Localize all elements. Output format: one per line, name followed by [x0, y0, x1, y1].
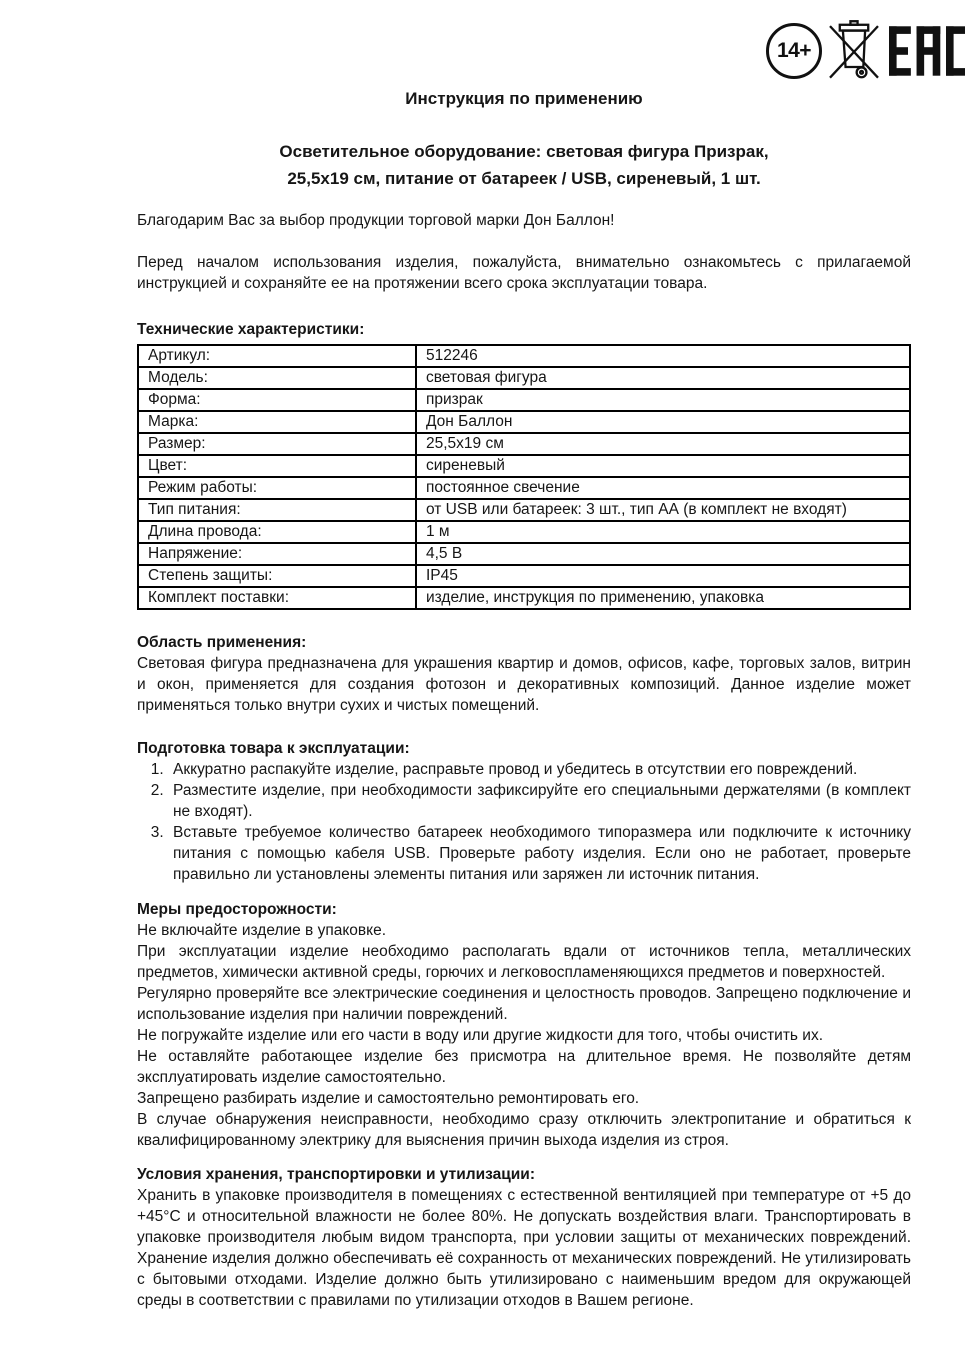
table-row: [138, 565, 910, 587]
product-subtitle-line1: Осветительное оборудование: световая фигура Призрак,: [279, 142, 769, 161]
document-content: [137, 0, 911, 1311]
storage-text: Хранить в упаковке производителя в помещениях с естественной вентиляцией при температуре от +5 до +45°С и относительной влажности не более 80%. Не допускать воздействия влаги. Транспортировать в упаковке производителя любым видом транспорта, при условии защиты от механических повреждений. Хранение изделия должно обеспечивать её сохранность от механических повреждений. Не утилизировать с бытовыми отходами. Изделие должно быть утилизировано с наименьшим вредом для окружающей среды в соответствии с правилами по утилизации отходов в Вашем регионе.: [137, 1187, 911, 1309]
precaution-paragraph: При эксплуатации изделие необходимо располагать вдали от источников тепла, металлических предметов, химически активной среды, горючих и легковоспламеняющихся предметов и поверхностей.: [137, 943, 911, 981]
application-text: Световая фигура предназначена для украшения квартир и домов, офисов, кафе, торговых залов, витрин и окон, применяется для создания фотозон и декоративных композиций. Данное изделие может применяться только внутри сухих и чистых помещений.: [137, 655, 911, 714]
product-subtitle-line2: 25,5х19 см, питание от батареек / USB, сиреневый, 1 шт.: [287, 169, 761, 188]
specs-heading: Технические характеристики:: [137, 321, 365, 338]
spec-label: Марка:: [138, 411, 416, 433]
list-item: 2. Разместите изделие, при необходимости зафиксируйте его специальными держателями (в комплект не входят).: [168, 780, 911, 822]
spec-value: 1 м: [416, 521, 910, 543]
table-row: [138, 543, 910, 565]
spec-value: 4,5 В: [416, 543, 910, 565]
table-row: [138, 587, 910, 609]
spec-label: Модель:: [138, 367, 416, 389]
spec-label: Напряжение:: [138, 543, 416, 565]
spec-value: световая фигура: [416, 367, 910, 389]
thanks-paragraph: Благодарим Вас за выбор продукции торговой марки Дон Баллон!: [137, 212, 615, 229]
table-row: [138, 411, 910, 433]
preparation-list: [137, 759, 911, 885]
specs-table: [137, 344, 911, 610]
table-row: [138, 389, 910, 411]
spec-value: изделие, инструкция по применению, упаковка: [416, 587, 910, 609]
spec-value: постоянное свечение: [416, 477, 910, 499]
list-item: 1. Аккуратно распакуйте изделие, расправьте провод и убедитесь в отсутствии его повреждений.: [168, 759, 911, 780]
spec-label: Степень защиты:: [138, 565, 416, 587]
application-heading: Область применения:: [137, 634, 307, 651]
list-item: 3. Вставьте требуемое количество батареек необходимого типоразмера или подключите к источнику питания с помощью кабеля USB. Проверьте работу изделия. Если оно не работает, проверьте правильно ли установлены элементы питания или заряжен ли источник питания.: [168, 822, 911, 885]
precaution-paragraph: В случае обнаружения неисправности, необходимо сразу отключить электропитание и обратиться к квалифицированному электрику для выяснения причин выхода изделия из строя.: [137, 1111, 911, 1149]
precaution-paragraph: Не включайте изделие в упаковке.: [137, 922, 387, 939]
table-row: [138, 477, 910, 499]
spec-label: Длина провода:: [138, 521, 416, 543]
spec-label: Размер:: [138, 433, 416, 455]
spec-label: Артикул:: [138, 345, 416, 367]
spec-value: 25,5х19 см: [416, 433, 910, 455]
table-row: [138, 455, 910, 477]
precaution-paragraph: Регулярно проверяйте все электрические соединения и целостность проводов. Запрещено подключение и использование изделия при наличии повреждений.: [137, 985, 911, 1023]
spec-label: Режим работы:: [138, 477, 416, 499]
spec-label: Цвет:: [138, 455, 416, 477]
storage-heading: Условия хранения, транспортировки и утилизации:: [137, 1166, 535, 1183]
spec-label: Форма:: [138, 389, 416, 411]
spec-label: Тип питания:: [138, 499, 416, 521]
table-row: [138, 521, 910, 543]
precaution-paragraph: Запрещено разбирать изделие и самостоятельно ремонтировать его.: [137, 1090, 640, 1107]
page-title: Инструкция по применению: [405, 89, 643, 108]
age-14-plus-label: 14+: [776, 39, 812, 62]
precautions-section: [137, 920, 911, 1151]
spec-value: призрак: [416, 389, 910, 411]
spec-value: сиреневый: [416, 455, 910, 477]
table-row: [138, 345, 910, 367]
table-row: [138, 433, 910, 455]
notice-paragraph: Перед началом использования изделия, пожалуйста, внимательно ознакомьтесь с прилагаемой инструкцией и сохраняйте ее на протяжении всего срока эксплуатации товара.: [137, 254, 911, 292]
precaution-paragraph: Не оставляйте работающее изделие без присмотра на длительное время. Не позволяйте детям эксплуатировать изделие самостоятельно.: [137, 1048, 911, 1086]
spec-value: Дон Баллон: [416, 411, 910, 433]
spec-value: от USB или батареек: 3 шт., тип АА (в комплект не входят): [416, 499, 910, 521]
spec-value: 512246: [416, 345, 910, 367]
table-row: [138, 367, 910, 389]
product-subtitle: [137, 138, 911, 192]
spec-label: Комплект поставки:: [138, 587, 416, 609]
spec-value: IP45: [416, 565, 910, 587]
table-row: [138, 499, 910, 521]
precautions-heading: Меры предосторожности:: [137, 901, 337, 918]
preparation-heading: Подготовка товара к эксплуатации:: [137, 740, 410, 757]
precaution-paragraph: Не погружайте изделие или его части в воду или другие жидкости для того, чтобы очистить их.: [137, 1027, 824, 1044]
